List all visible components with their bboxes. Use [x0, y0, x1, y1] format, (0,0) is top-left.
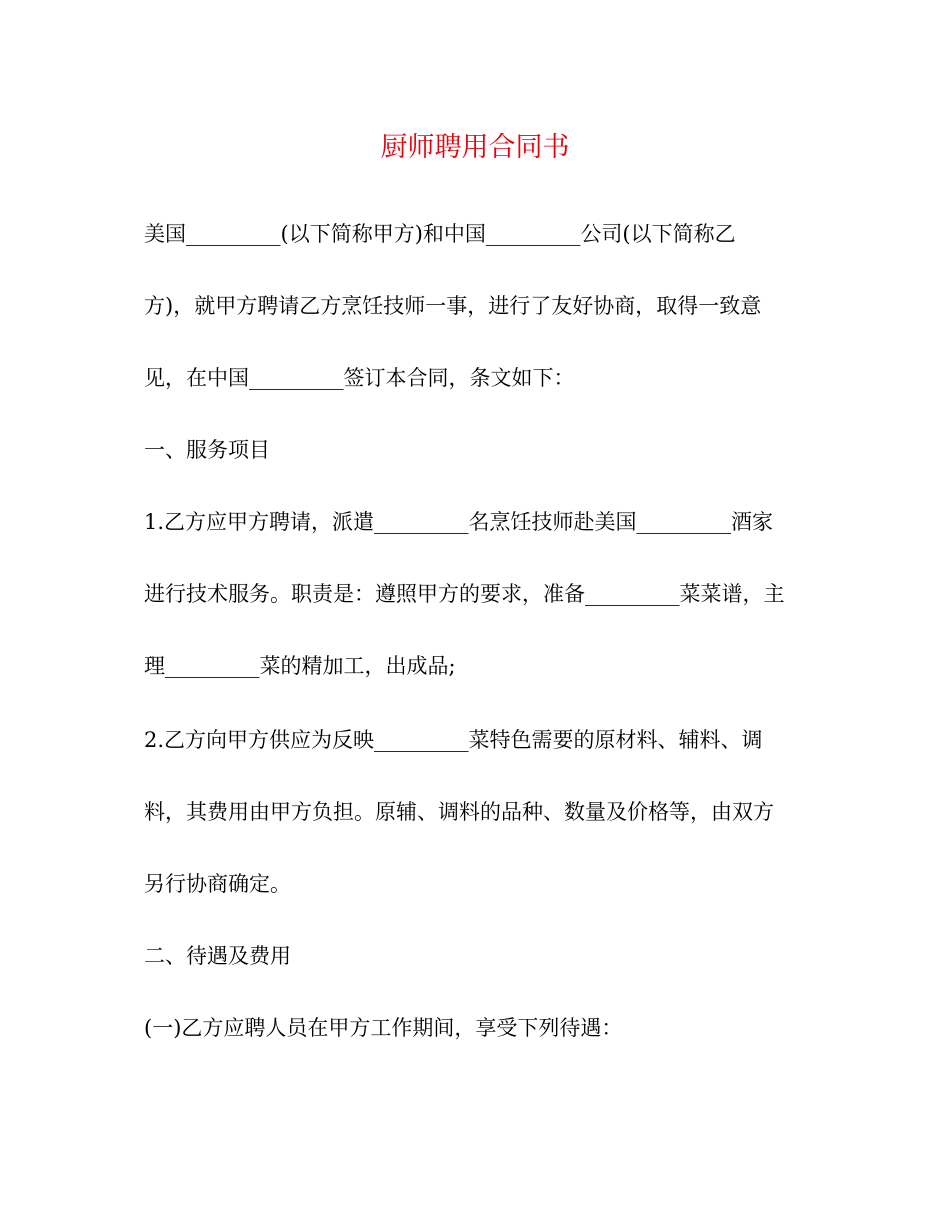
- body-line-5: 1.乙方应甲方聘请，派遣_________名烹饪技师赴美国_________酒家: [144, 510, 774, 534]
- body-line-6: 进行技术服务。职责是：遵照甲方的要求，准备_________菜菜谱，主: [144, 582, 785, 606]
- body-line-12: (一)乙方应聘人员在甲方工作期间，享受下列待遇：: [144, 1016, 623, 1040]
- body-line-9: 料，其费用由甲方负担。原辅、调料的品种、数量及价格等，由双方: [144, 800, 774, 824]
- body-line-1: 美国_________(以下简称甲方)和中国_________公司(以下简称乙: [144, 222, 736, 246]
- section-heading-treatment: 二、待遇及费用: [144, 944, 291, 968]
- body-line-8: 2.乙方向甲方供应为反映_________菜特色需要的原材料、辅料、调: [144, 728, 763, 752]
- body-line-7: 理_________菜的精加工，出成品;: [144, 654, 456, 678]
- body-line-10: 另行协商确定。: [144, 872, 291, 896]
- document-title: 厨师聘用合同书: [380, 132, 570, 163]
- body-line-2: 方)，就甲方聘请乙方烹饪技师一事，进行了友好协商，取得一致意: [144, 294, 762, 318]
- section-heading-service: 一、服务项目: [144, 438, 270, 462]
- body-line-3: 见，在中国_________签订本合同，条文如下：: [144, 366, 575, 390]
